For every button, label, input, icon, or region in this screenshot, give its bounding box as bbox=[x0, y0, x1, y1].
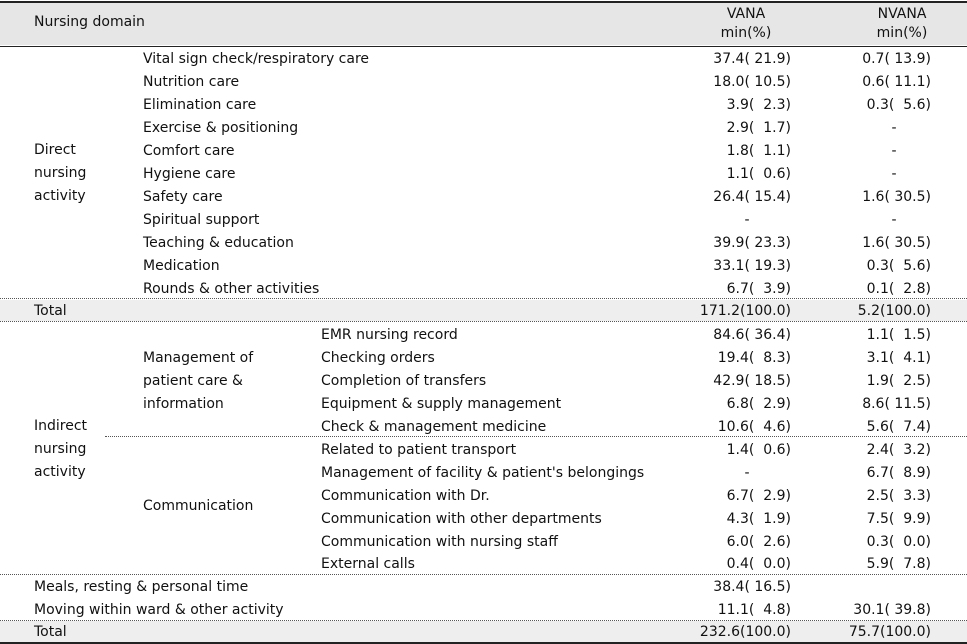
row-vana: 6.0( 2.6) bbox=[726, 534, 791, 550]
row-vana: - bbox=[744, 212, 750, 228]
row-item: Checking orders bbox=[321, 350, 435, 366]
row-item: Safety care bbox=[143, 189, 223, 205]
row-vana: - bbox=[744, 465, 750, 481]
row-nvana: 30.1( 39.8) bbox=[853, 602, 931, 618]
row-item: Communication with Dr. bbox=[321, 488, 490, 504]
row-nvana: 0.1( 2.8) bbox=[866, 281, 931, 297]
row-nvana: 2.4( 3.2) bbox=[866, 442, 931, 458]
row-vana: 4.3( 1.9) bbox=[726, 511, 791, 527]
row-item: Communication with nursing staff bbox=[321, 534, 558, 550]
row-item: Vital sign check/respiratory care bbox=[143, 51, 370, 67]
row-item: Management of facility & patient's belongings bbox=[321, 465, 645, 481]
row-item: Exercise & positioning bbox=[143, 120, 299, 136]
direct-total-bottom-rule bbox=[0, 321, 967, 322]
row-nvana: 1.6( 30.5) bbox=[862, 235, 931, 251]
row-item: Spiritual support bbox=[143, 212, 260, 228]
grand-total-label: Total bbox=[34, 624, 67, 640]
row-nvana: 0.3( 0.0) bbox=[866, 534, 931, 550]
row-vana: 3.9( 2.3) bbox=[726, 97, 791, 113]
grand-total-vana: 232.6(100.0) bbox=[699, 624, 791, 640]
direct-total-vana: 171.2(100.0) bbox=[699, 303, 791, 319]
row-nvana: 0.3( 5.6) bbox=[866, 258, 931, 274]
row-item: Hygiene care bbox=[143, 166, 236, 182]
row-nvana: 1.9( 2.5) bbox=[866, 373, 931, 389]
row-item: Equipment & supply management bbox=[321, 396, 562, 412]
row-nvana: 5.6( 7.4) bbox=[866, 419, 931, 435]
row-vana: 11.1( 4.8) bbox=[717, 602, 791, 618]
indirect-bottom-rule bbox=[0, 574, 967, 575]
row-nvana: 0.7( 13.9) bbox=[862, 51, 931, 67]
row-nvana: 1.1( 1.5) bbox=[866, 327, 931, 343]
direct-label: nursing bbox=[34, 165, 87, 181]
row-vana: 19.4( 8.3) bbox=[717, 350, 791, 366]
row-nvana: 5.9( 7.8) bbox=[866, 556, 931, 572]
row-nvana: 8.6( 11.5) bbox=[862, 396, 931, 412]
row-vana: 10.6( 4.6) bbox=[717, 419, 791, 435]
row-item: Communication with other departments bbox=[321, 511, 602, 527]
row-vana: 1.8( 1.1) bbox=[726, 143, 791, 159]
row-item: Meals, resting & personal time bbox=[34, 579, 249, 595]
header-vana-unit: min(%) bbox=[720, 25, 772, 41]
row-nvana: 0.3( 5.6) bbox=[866, 97, 931, 113]
management-label: information bbox=[143, 396, 224, 412]
row-vana: 26.4( 15.4) bbox=[713, 189, 791, 205]
row-vana: 39.9( 23.3) bbox=[713, 235, 791, 251]
row-item: Completion of transfers bbox=[321, 373, 487, 389]
direct-total-label: Total bbox=[34, 303, 67, 319]
row-item: Rounds & other activities bbox=[143, 281, 320, 297]
row-vana: 0.4( 0.0) bbox=[726, 556, 791, 572]
row-vana: 33.1( 19.3) bbox=[713, 258, 791, 274]
grand-total-nvana: 75.7(100.0) bbox=[848, 624, 931, 640]
row-nvana: - bbox=[891, 166, 897, 182]
header-vana: VANA bbox=[726, 6, 766, 22]
header-background bbox=[0, 2, 967, 45]
row-vana: 1.4( 0.6) bbox=[726, 442, 791, 458]
row-vana: 2.9( 1.7) bbox=[726, 120, 791, 136]
row-item: Moving within ward & other activity bbox=[34, 602, 284, 618]
row-item: Related to patient transport bbox=[321, 442, 517, 458]
row-vana: 6.7( 2.9) bbox=[726, 488, 791, 504]
management-label: patient care & bbox=[143, 373, 243, 389]
row-vana: 42.9( 18.5) bbox=[713, 373, 791, 389]
row-item: External calls bbox=[321, 556, 415, 572]
row-item: Comfort care bbox=[143, 143, 235, 159]
row-nvana: 1.6( 30.5) bbox=[862, 189, 931, 205]
direct-label: activity bbox=[34, 188, 86, 204]
row-nvana: - bbox=[891, 120, 897, 136]
row-item: Check & management medicine bbox=[321, 419, 547, 435]
management-communication-rule bbox=[105, 436, 967, 437]
row-nvana: 3.1( 4.1) bbox=[866, 350, 931, 366]
communication-label: Communication bbox=[143, 498, 254, 514]
direct-total-top-rule bbox=[0, 298, 967, 299]
row-nvana: 6.7( 8.9) bbox=[866, 465, 931, 481]
row-vana: 1.1( 0.6) bbox=[726, 166, 791, 182]
indirect-label: activity bbox=[34, 464, 86, 480]
row-vana: 18.0( 10.5) bbox=[713, 74, 791, 90]
row-item: Teaching & education bbox=[143, 235, 294, 251]
row-item: Nutrition care bbox=[143, 74, 240, 90]
row-nvana: 7.5( 9.9) bbox=[866, 511, 931, 527]
header-nvana-unit: min(%) bbox=[876, 25, 928, 41]
row-nvana: - bbox=[891, 212, 897, 228]
row-vana: 37.4( 21.9) bbox=[713, 51, 791, 67]
row-vana: 6.7( 3.9) bbox=[726, 281, 791, 297]
indirect-label: Indirect bbox=[34, 418, 88, 434]
management-label: Management of bbox=[143, 350, 254, 366]
direct-label: Direct bbox=[34, 142, 76, 158]
row-vana: 84.6( 36.4) bbox=[713, 327, 791, 343]
header-rule bbox=[0, 46, 967, 47]
row-vana: 38.4( 16.5) bbox=[713, 579, 791, 595]
header-nvana: NVANA bbox=[877, 6, 927, 22]
top-rule bbox=[0, 1, 967, 3]
row-item: Elimination care bbox=[143, 97, 257, 113]
row-nvana: 0.6( 11.1) bbox=[862, 74, 931, 90]
row-nvana: 2.5( 3.3) bbox=[866, 488, 931, 504]
indirect-label: nursing bbox=[34, 441, 87, 457]
direct-total-nvana: 5.2(100.0) bbox=[857, 303, 931, 319]
row-item: EMR nursing record bbox=[321, 327, 458, 343]
row-vana: 6.8( 2.9) bbox=[726, 396, 791, 412]
header-domain: Nursing domain bbox=[34, 14, 145, 30]
row-nvana: - bbox=[891, 143, 897, 159]
row-item: Medication bbox=[143, 258, 220, 274]
grand-total-top-rule bbox=[0, 620, 967, 621]
